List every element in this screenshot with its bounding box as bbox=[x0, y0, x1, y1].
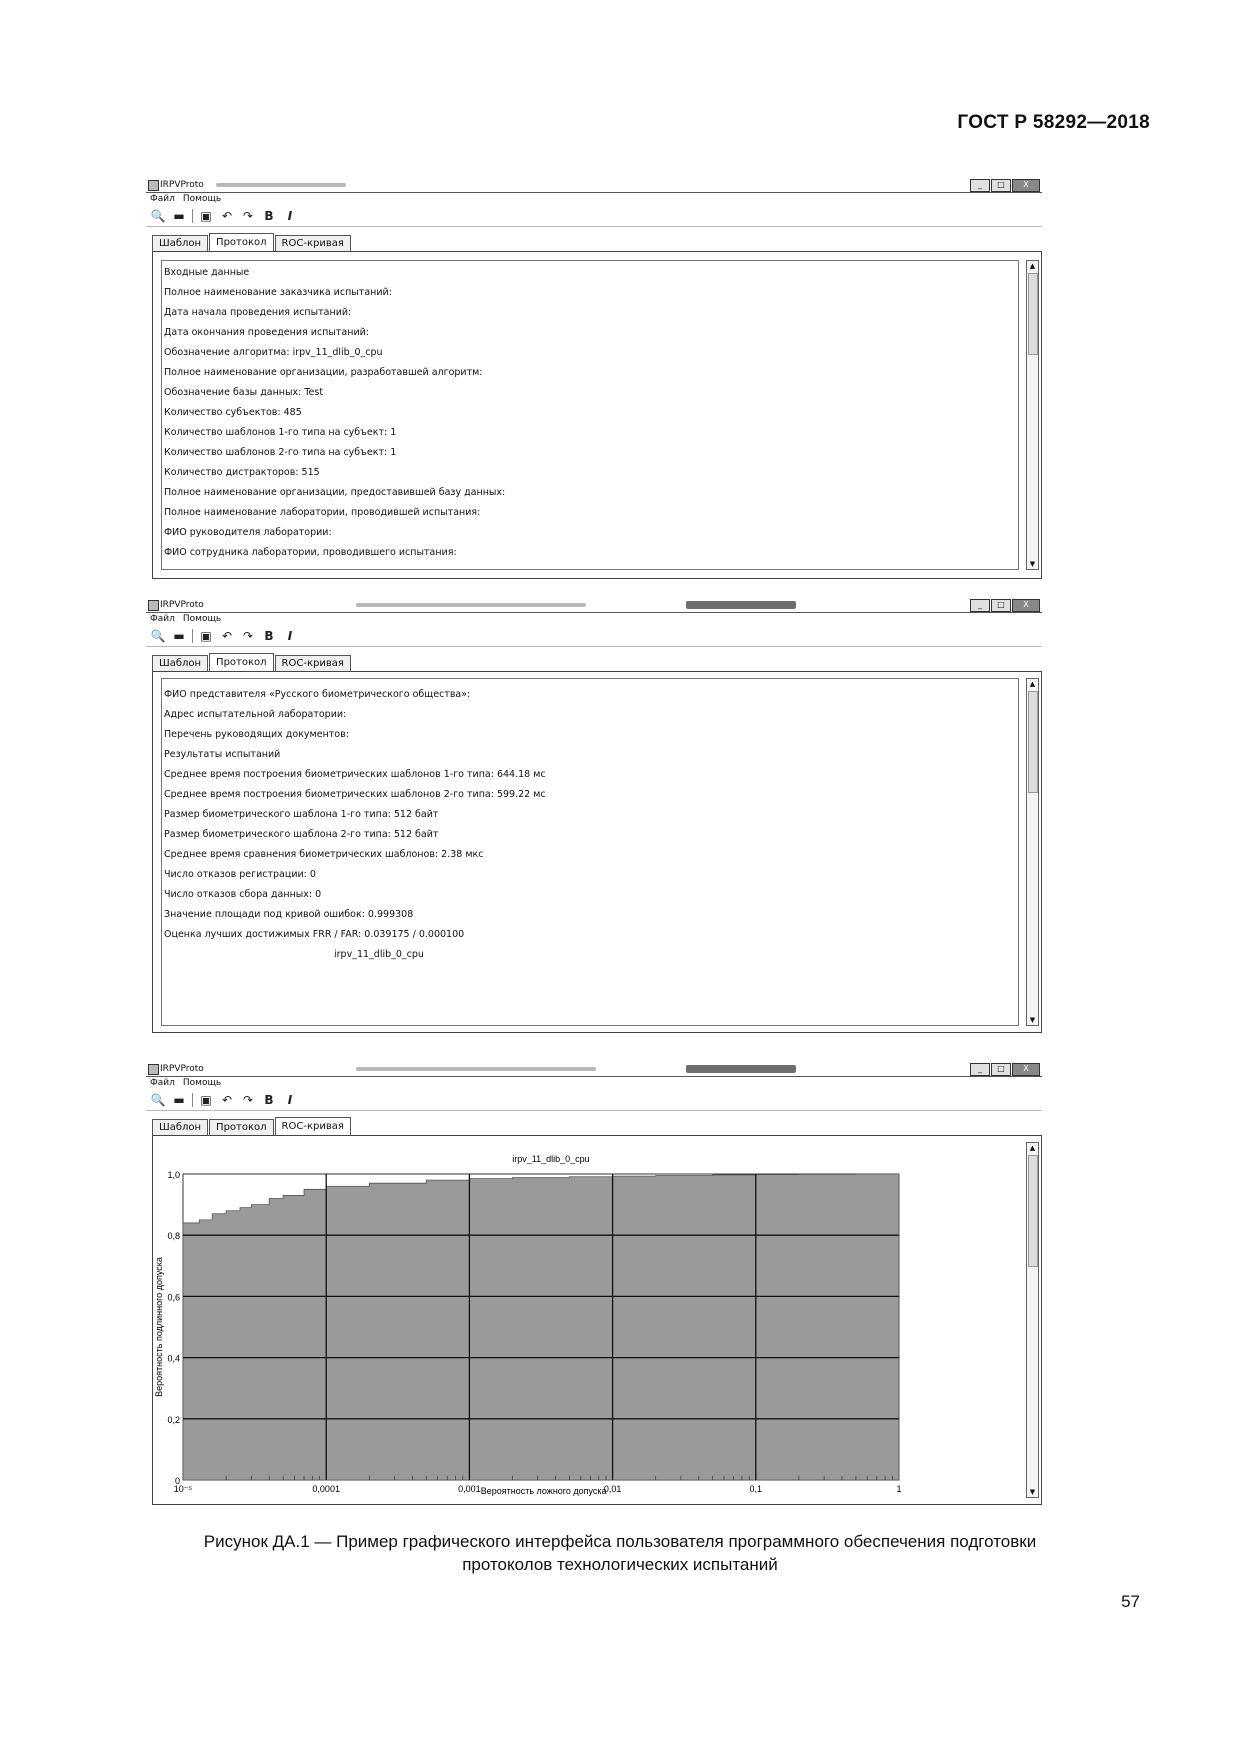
tab-bar bbox=[152, 1117, 1042, 1135]
scroll-up-icon[interactable]: ▲ bbox=[1029, 680, 1036, 688]
protocol-chart-caption: irpv_11_dlib_0_cpu bbox=[334, 949, 424, 960]
protocol-line: Среднее время построения биометрических шаблонов 1-го типа: 644.18 мс bbox=[164, 769, 546, 780]
bold-button[interactable]: B bbox=[264, 629, 274, 643]
tab-roc-curve[interactable]: ROC-кривая bbox=[275, 1117, 351, 1136]
app-window-roc bbox=[146, 1062, 1042, 1505]
tab-template[interactable]: Шаблон bbox=[152, 655, 208, 671]
y-tick-label: 0,6 bbox=[167, 1292, 180, 1303]
y-tick-label: 1,0 bbox=[167, 1170, 180, 1180]
toolbar bbox=[146, 626, 1042, 647]
menu-help[interactable]: Помощь bbox=[182, 194, 222, 204]
window-title: IRPVProto bbox=[160, 180, 204, 190]
app-icon bbox=[148, 180, 159, 191]
menu-bar bbox=[146, 1077, 1042, 1090]
redo-icon[interactable]: ↷ bbox=[242, 629, 254, 643]
roc-chart bbox=[153, 1136, 1041, 1502]
print-icon[interactable]: ▬ bbox=[173, 629, 185, 643]
page-number: 57 bbox=[1121, 1592, 1140, 1611]
maximize-button[interactable]: □ bbox=[991, 1063, 1011, 1076]
menu-file[interactable]: Файл bbox=[150, 194, 175, 204]
y-tick-label: 0 bbox=[174, 1476, 180, 1486]
x-tick-label: 0,0001 bbox=[312, 1484, 340, 1494]
italic-button[interactable]: I bbox=[287, 209, 293, 223]
protocol-line: Дата окончания проведения испытаний: bbox=[164, 327, 370, 338]
toolbar bbox=[146, 206, 1042, 227]
print-icon[interactable]: ▬ bbox=[173, 1093, 185, 1107]
window-title: IRPVProto bbox=[160, 1064, 204, 1074]
bold-button[interactable]: B bbox=[264, 209, 274, 223]
caption-line-1: Рисунок ДА.1 — Пример графического интерфейса пользователя программного обеспечения подготовки bbox=[203, 1532, 1037, 1551]
protocol-line: Размер биометрического шаблона 2-го типа: 512 байт bbox=[164, 829, 439, 840]
x-tick-label: 0,001 bbox=[458, 1484, 481, 1494]
menu-file[interactable]: Файл bbox=[150, 1078, 175, 1088]
protocol-line: ФИО представителя «Русского биометрического общества»: bbox=[164, 689, 471, 700]
scroll-thumb[interactable] bbox=[1028, 1155, 1038, 1267]
protocol-line: Перечень руководящих документов: bbox=[164, 729, 349, 740]
protocol-lines bbox=[164, 685, 1018, 965]
protocol-line: ФИО руководителя лаборатории: bbox=[164, 527, 332, 538]
title-bar bbox=[146, 598, 1042, 613]
tab-bar bbox=[152, 233, 1042, 251]
x-tick-label: 0,01 bbox=[603, 1484, 622, 1494]
window-controls bbox=[970, 1063, 1040, 1076]
scroll-up-icon[interactable]: ▲ bbox=[1029, 262, 1036, 270]
protocol-line: Размер биометрического шаблона 1-го типа: 512 байт bbox=[164, 809, 439, 820]
menu-bar bbox=[146, 613, 1042, 626]
roc-panel bbox=[152, 1135, 1042, 1505]
scroll-thumb[interactable] bbox=[1028, 273, 1038, 355]
window-controls bbox=[970, 599, 1040, 612]
document-id: ГОСТ Р 58292—2018 bbox=[957, 112, 1150, 133]
vertical-scrollbar[interactable] bbox=[1026, 260, 1039, 570]
close-button[interactable]: X bbox=[1012, 179, 1040, 192]
protocol-panel bbox=[152, 671, 1042, 1033]
minimize-button[interactable]: _ bbox=[970, 1063, 990, 1076]
protocol-line: Входные данные bbox=[164, 267, 250, 278]
menu-help[interactable]: Помощь bbox=[182, 614, 222, 624]
maximize-button[interactable]: □ bbox=[991, 179, 1011, 192]
x-axis-label: Вероятность ложного допуска bbox=[480, 1486, 607, 1496]
roc-area bbox=[183, 1174, 899, 1480]
tab-protocol[interactable]: Протокол bbox=[209, 653, 273, 672]
protocol-line: Полное наименование организации, предоставившей базу данных: bbox=[164, 487, 506, 498]
protocol-line: Количество шаблонов 2-го типа на субъект: 1 bbox=[164, 447, 397, 458]
vertical-scrollbar[interactable] bbox=[1026, 678, 1039, 1026]
x-tick-label: 10⁻⁵ bbox=[173, 1484, 193, 1494]
protocol-panel bbox=[152, 251, 1042, 579]
protocol-line: Среднее время построения биометрических шаблонов 2-го типа: 599.22 мс bbox=[164, 789, 546, 800]
x-tick-label: 0,1 bbox=[749, 1484, 763, 1494]
tab-bar bbox=[152, 653, 1042, 671]
app-window-protocol-1 bbox=[146, 178, 1042, 579]
protocol-line: Дата начала проведения испытаний: bbox=[164, 307, 352, 318]
minimize-button[interactable]: _ bbox=[970, 599, 990, 612]
x-tick-label: 1 bbox=[896, 1484, 902, 1494]
save-icon[interactable]: ▣ bbox=[200, 629, 212, 643]
minimize-button[interactable]: _ bbox=[970, 179, 990, 192]
undo-icon[interactable]: ↶ bbox=[221, 209, 233, 223]
preview-icon[interactable]: 🔍 bbox=[150, 629, 166, 643]
caption-line-2: протоколов технологических испытаний bbox=[462, 1555, 778, 1574]
chart-title: irpv_11_dlib_0_cpu bbox=[512, 1154, 590, 1164]
protocol-line: Значение площади под кривой ошибок: 0.999308 bbox=[164, 909, 414, 920]
protocol-line: Количество субъектов: 485 bbox=[164, 407, 302, 418]
scroll-down-icon[interactable]: ▼ bbox=[1029, 560, 1036, 568]
title-bar bbox=[146, 1062, 1042, 1077]
redo-icon[interactable]: ↷ bbox=[242, 209, 254, 223]
close-button[interactable]: X bbox=[1012, 599, 1040, 612]
bold-button[interactable]: B bbox=[264, 1093, 274, 1107]
print-icon[interactable]: ▬ bbox=[173, 209, 185, 223]
protocol-line: Оценка лучших достижимых FRR / FAR: 0.039175 / 0.000100 bbox=[164, 929, 465, 940]
menu-bar bbox=[146, 193, 1042, 206]
y-axis-label: Вероятность подлинного допуска bbox=[154, 1257, 164, 1397]
undo-icon[interactable]: ↶ bbox=[221, 1093, 233, 1107]
figure-caption bbox=[80, 1530, 1160, 1576]
italic-button[interactable]: I bbox=[287, 1093, 293, 1107]
scroll-thumb[interactable] bbox=[1028, 691, 1038, 793]
app-window-protocol-2 bbox=[146, 598, 1042, 1033]
redacted-path bbox=[356, 603, 586, 607]
close-button[interactable]: X bbox=[1012, 1063, 1040, 1076]
y-tick-label: 0,8 bbox=[167, 1231, 180, 1242]
save-icon[interactable]: ▣ bbox=[200, 1093, 212, 1107]
menu-file[interactable]: Файл bbox=[150, 614, 175, 624]
italic-button[interactable]: I bbox=[287, 629, 293, 643]
protocol-line: Адрес испытательной лаборатории: bbox=[164, 709, 347, 720]
redacted-block bbox=[686, 1065, 796, 1073]
y-tick-label: 0,4 bbox=[167, 1353, 180, 1364]
window-title: IRPVProto bbox=[160, 600, 204, 610]
redacted-path bbox=[356, 1067, 596, 1071]
maximize-button[interactable]: □ bbox=[991, 599, 1011, 612]
app-icon bbox=[148, 600, 159, 611]
scroll-down-icon[interactable]: ▼ bbox=[1029, 1016, 1036, 1024]
preview-icon[interactable]: 🔍 bbox=[150, 1093, 166, 1107]
scroll-down-icon[interactable]: ▼ bbox=[1029, 1488, 1036, 1496]
protocol-text-area[interactable] bbox=[161, 260, 1019, 570]
tab-roc-curve[interactable]: ROC-кривая bbox=[275, 655, 351, 671]
redacted-path bbox=[216, 183, 346, 187]
save-icon[interactable]: ▣ bbox=[200, 209, 212, 223]
toolbar bbox=[146, 1090, 1042, 1111]
protocol-line: Результаты испытаний bbox=[164, 749, 281, 760]
menu-help[interactable]: Помощь bbox=[182, 1078, 222, 1088]
toolbar-separator bbox=[192, 1093, 193, 1107]
protocol-line: Число отказов сбора данных: 0 bbox=[164, 889, 322, 900]
protocol-text-area[interactable] bbox=[161, 678, 1019, 1026]
y-tick-label: 0,2 bbox=[167, 1414, 180, 1425]
tab-template[interactable]: Шаблон bbox=[152, 235, 208, 251]
protocol-line: Обозначение алгоритма: irpv_11_dlib_0_cpu bbox=[164, 347, 383, 358]
protocol-line: Обозначение базы данных: Test bbox=[164, 387, 324, 398]
app-icon bbox=[148, 1064, 159, 1075]
toolbar-separator bbox=[192, 629, 193, 643]
redo-icon[interactable]: ↷ bbox=[242, 1093, 254, 1107]
protocol-line: Среднее время сравнения биометрических шаблонов: 2.38 мкс bbox=[164, 849, 484, 860]
tab-protocol[interactable]: Протокол bbox=[209, 233, 273, 252]
protocol-line: Полное наименование заказчика испытаний: bbox=[164, 287, 392, 298]
scroll-up-icon[interactable]: ▲ bbox=[1029, 1144, 1036, 1152]
tab-template[interactable]: Шаблон bbox=[152, 1119, 208, 1135]
tab-roc-curve[interactable]: ROC-кривая bbox=[275, 235, 351, 251]
protocol-line: Количество дистракторов: 515 bbox=[164, 467, 320, 478]
redacted-block bbox=[686, 601, 796, 609]
preview-icon[interactable]: 🔍 bbox=[150, 209, 166, 223]
protocol-lines bbox=[164, 263, 1018, 563]
tab-protocol[interactable]: Протокол bbox=[209, 1119, 273, 1135]
protocol-line: Полное наименование организации, разработавшей алгоритм: bbox=[164, 367, 483, 378]
protocol-line: ФИО сотрудника лаборатории, проводившего испытания: bbox=[164, 547, 457, 558]
undo-icon[interactable]: ↶ bbox=[221, 629, 233, 643]
vertical-scrollbar[interactable] bbox=[1026, 1142, 1039, 1498]
protocol-line: Количество шаблонов 1-го типа на субъект: 1 bbox=[164, 427, 397, 438]
protocol-line: Число отказов регистрации: 0 bbox=[164, 869, 316, 880]
title-bar bbox=[146, 178, 1042, 193]
toolbar-separator bbox=[192, 209, 193, 223]
window-controls bbox=[970, 179, 1040, 192]
protocol-line: Полное наименование лаборатории, проводившей испытания: bbox=[164, 507, 481, 518]
